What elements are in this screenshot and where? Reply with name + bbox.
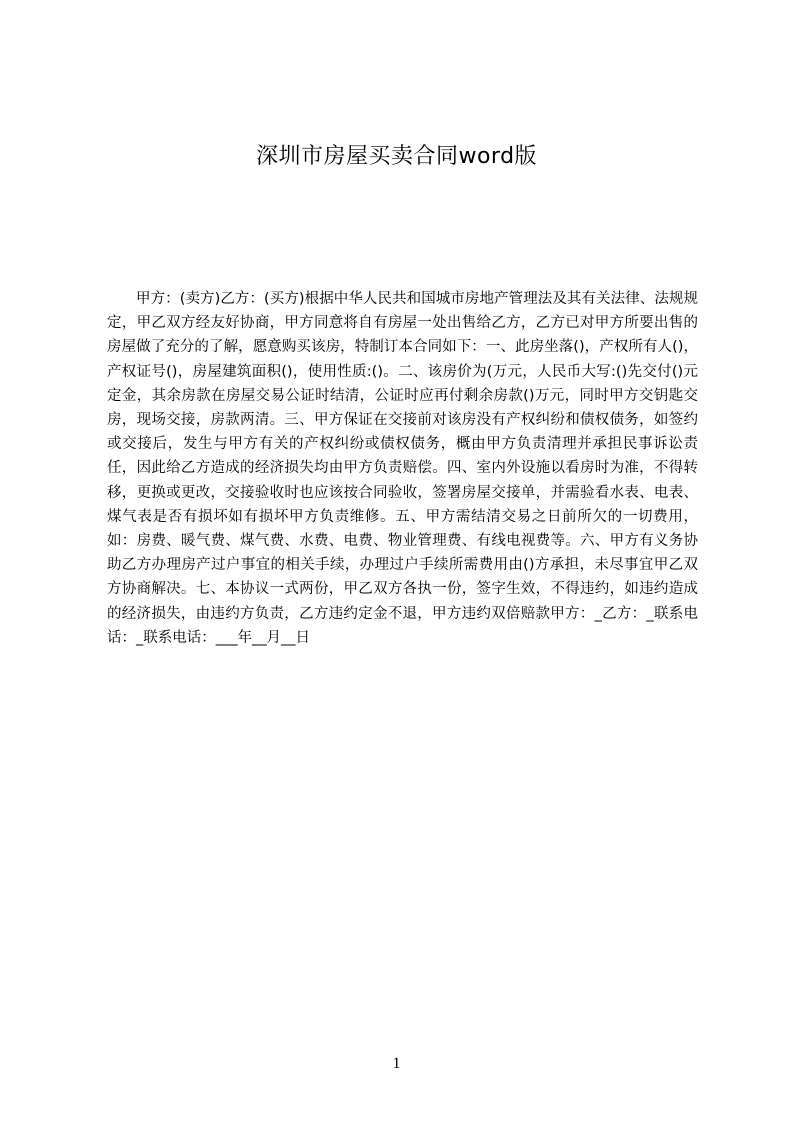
page-number: 1 [392,1055,401,1072]
contract-body-text: 甲方：(卖方)乙方：(买方)根据中华人民共和国城市房地产管理法及其有关法律、法规规定，甲乙双方经友好协商，甲方同意将自有房屋一处出售给乙方，乙方已对甲方所要出售的房屋做了充分的了解，愿意购买该房，特制订本合同如下：一、此房坐落()，产权所有人()，产权证号()，房屋建筑面积()，使用性质:()。二、该房价为(万元，人民币大写:()先交付()元定金，其余房款在房屋交易公证时结清，公证时应再付剩余房款()万元，同时甲方交钥匙交房，现场交接，房款两清。三、甲方保证在交接前对该房没有产权纠纷和债权债务，如签约或交接后，发生与甲方有关的产权纠纷或债权债务，概由甲方负责清理并承担民事诉讼责任，因此给乙方造成的经济损失均由甲方负责赔偿。四、室内外设施以看房时为准，不得转移，更换或更改，交接验收时也应该按合同验收，签署房屋交接单，并需验看水表、电表、煤气表是否有损坏如有损坏甲方负责维修。五、甲方需结清交易之日前所欠的一切费用，如：房费、暖气费、煤气费、水费、电费、物业管理费、有线电视费等。六、甲方有义务协助乙方办理房产过户事宜的相关手续，办理过户手续所需费用由()方承担，未尽事宜甲乙双方协商解决。七、本协议一式两份，甲乙双方各执一份，签字生效，不得违约，如违约造成的经济损失，由违约方负责，乙方违约定金不退，甲方违约双倍赔款甲方：_乙方：_联系电话：_联系电话：___年__月__日 [107,291,698,646]
document-title: 深圳市房屋买卖合同word版 [255,144,538,169]
